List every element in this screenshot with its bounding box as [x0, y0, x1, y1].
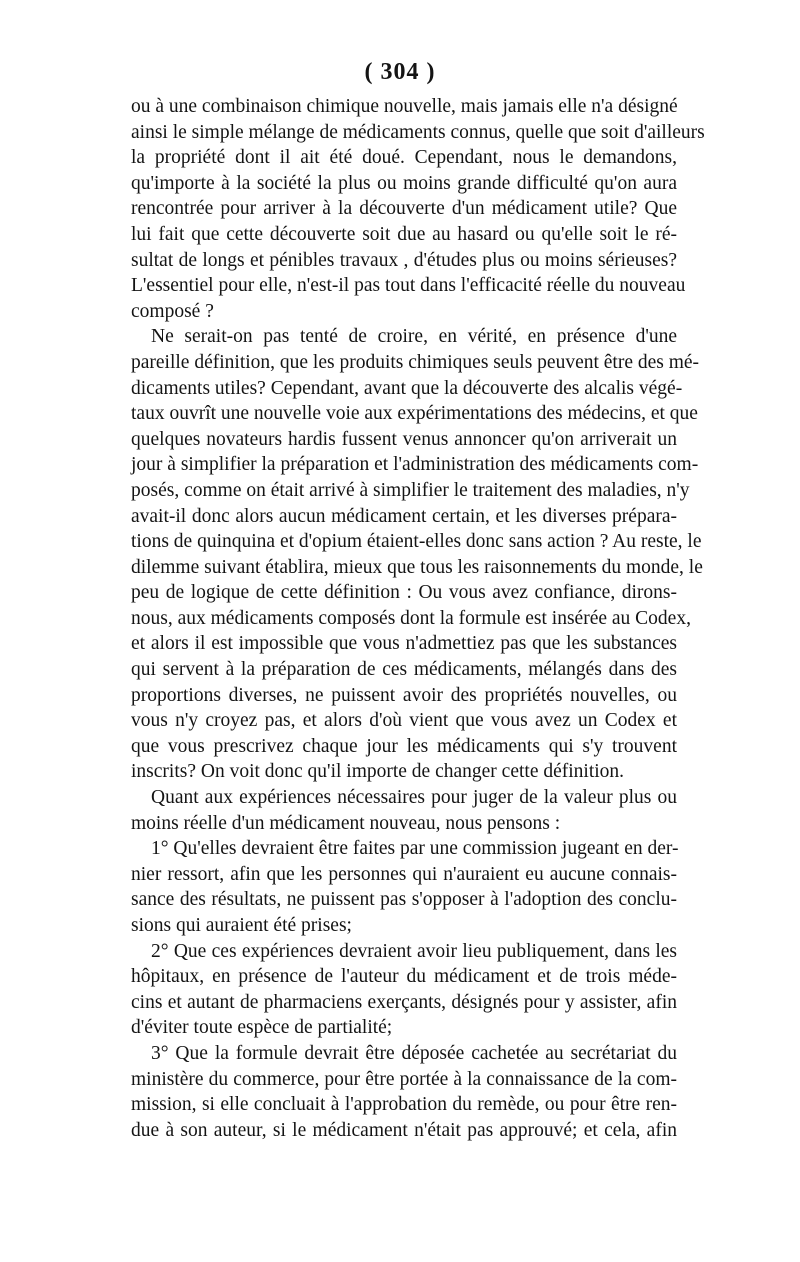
paragraph-point-1	[131, 836, 677, 938]
text-line: dicaments utiles? Cependant, avant que la découverte des alcalis végé-	[131, 377, 683, 399]
text-line: hôpitaux, en présence de l'auteur du médicament et de trois méde-	[131, 966, 677, 988]
text-line: peu de logique de cette définition : Ou vous avez confiance, dirons-	[131, 582, 677, 604]
text-line: composé ?	[131, 300, 214, 322]
text-line: ou à une combinaison chimique nouvelle, mais jamais elle n'a désigné	[131, 96, 678, 117]
paragraph-point-2	[131, 939, 677, 1041]
text-line: Quant aux expériences nécessaires pour juger de la valeur plus ou	[151, 787, 677, 809]
text-line: ministère du commerce, pour être portée à la connaissance de la com-	[131, 1068, 677, 1090]
text-line: vous n'y croyez pas, et alors d'où vient que vous avez un Codex et	[131, 710, 677, 732]
text-line: taux ouvrît une nouvelle voie aux expérimentations des médecins, et que	[131, 403, 698, 425]
paragraph-continuation	[131, 94, 705, 324]
text-line: 1° Qu'elles devraient être faites par une commission jugeant en der-	[151, 838, 679, 860]
text-line: 2° Que ces expériences devraient avoir lieu publiquement, dans les	[151, 940, 677, 962]
text-line: tions de quinquina et d'opium étaient-elles donc sans action ? Au reste, le	[131, 531, 702, 553]
text-line: nous, aux médicaments composés dont la formule est insérée au Codex,	[131, 607, 691, 629]
paragraph-point-3	[131, 1041, 677, 1143]
text-line: qu'importe à la société la plus ou moins grande difficulté qu'on aura	[131, 172, 677, 194]
page-number: ( 304 )	[364, 59, 436, 85]
text-line: la propriété dont il ait été doué. Cependant, nous le demandons,	[131, 147, 677, 169]
text-line: dilemme suivant établira, mieux que tous les raisonnements du monde, le	[131, 556, 703, 578]
text-line: moins réelle d'un médicament nouveau, nous pensons :	[131, 812, 561, 834]
text-line: que vous prescrivez chaque jour les médicaments qui s'y trouvent	[131, 735, 677, 757]
text-line: et alors il est impossible que vous n'admettiez pas que les substances	[131, 633, 677, 655]
text-line: due à son auteur, si le médicament n'était pas approuvé; et cela, afin	[131, 1119, 677, 1141]
text-line: Ne serait-on pas tenté de croire, en vérité, en présence d'une	[151, 326, 677, 348]
text-line: cins et autant de pharmaciens exerçants, désignés pour y assister, afin	[131, 991, 677, 1013]
text-line: mission, si elle concluait à l'approbation du remède, ou pour être ren-	[131, 1094, 677, 1116]
text-line: jour à simplifier la préparation et l'administration des médicaments com-	[131, 454, 699, 476]
text-line: pareille définition, que les produits chimiques seuls peuvent être des mé-	[131, 351, 700, 373]
paragraph-experiences-intro	[131, 785, 677, 836]
text-line: 3° Que la formule devrait être déposée cachetée au secrétariat du	[151, 1042, 677, 1064]
text-line: rencontrée pour arriver à la découverte d'un médicament utile? Que	[131, 198, 677, 220]
text-line: sions qui auraient été prises;	[131, 915, 352, 936]
paragraph-definition-critique	[131, 324, 703, 785]
text-line: proportions diverses, ne puissent avoir des propriétés nouvelles, ou	[131, 684, 677, 706]
text-line: ainsi le simple mélange de médicaments connus, quelle que soit d'ailleurs	[131, 121, 705, 143]
body-text	[131, 94, 705, 1143]
text-line: lui fait que cette découverte soit due au hasard ou qu'elle soit le ré-	[131, 223, 677, 245]
text-line: d'éviter toute espèce de partialité;	[131, 1017, 393, 1039]
text-line: sance des résultats, ne puissent pas s'opposer à l'adoption des conclu-	[131, 889, 677, 911]
text-line: sultat de longs et pénibles travaux , d'études plus ou moins sérieuses?	[131, 249, 677, 271]
text-line: quelques novateurs hardis fussent venus annoncer qu'on arriverait un	[131, 428, 677, 450]
text-line: inscrits? On voit donc qu'il importe de changer cette définition.	[131, 761, 625, 783]
text-line: nier ressort, afin que les personnes qui n'auraient eu aucune connais-	[131, 863, 677, 885]
text-line: avait-il donc alors aucun médicament certain, et les diverses prépara-	[131, 505, 677, 527]
text-line: L'essentiel pour elle, n'est-il pas tout dans l'efficacité réelle du nouveau	[131, 275, 686, 297]
text-line: posés, comme on était arrivé à simplifier le traitement des maladies, n'y	[131, 479, 690, 501]
text-line: qui servent à la préparation de ces médicaments, mélangés dans des	[131, 659, 677, 681]
